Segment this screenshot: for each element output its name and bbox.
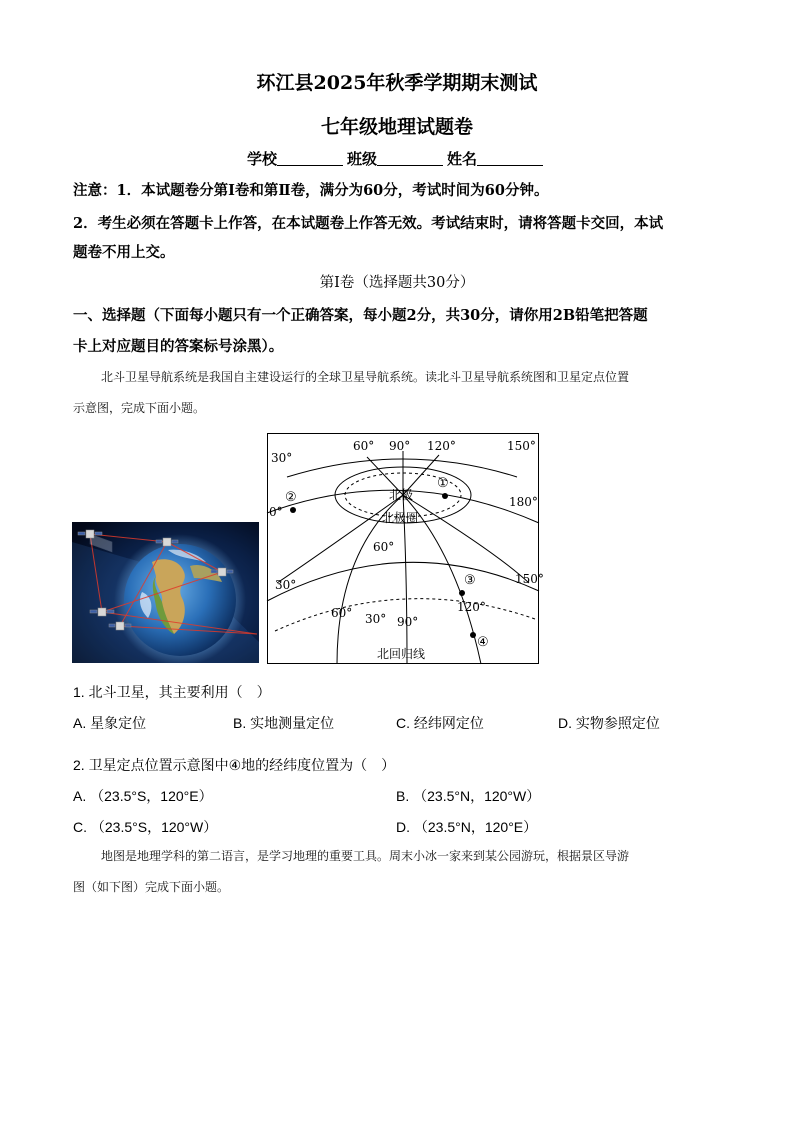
class-label: 班级 (346, 150, 377, 168)
intro2-line-b: 图（如下图）完成下面小题。 (73, 880, 230, 894)
intro1-line-b: 示意图，完成下面小题。 (73, 401, 206, 415)
q2-option-b: B. （23.5°N，120°W） (396, 788, 541, 804)
map-label-90-bottom: 90° (397, 615, 419, 629)
map-label-150-bottom: 150° (515, 572, 544, 586)
marker-2-dot (290, 507, 296, 513)
map-label-180: 180° (509, 495, 538, 509)
tropic-label: 北回归线 (377, 647, 426, 661)
beidou-satellite-image (72, 522, 259, 663)
marker-1-dot (442, 493, 448, 499)
exam-title: 环江县2025年秋季学期期末测试 (256, 72, 538, 94)
map-label-60-bottom: 60° (331, 606, 353, 620)
map-label-120-bottom: 120° (457, 600, 486, 614)
section-heading-b: 卡上对应题目的答案标号涂黑）。 (73, 338, 284, 355)
section-heading-a: 一、选择题（下面每小题只有一个正确答案，每小题2分，共30分，请你用2B铅笔把答题 (73, 307, 648, 324)
note-line-2a: 2．考生必须在答题卡上作答，在本试题卷上作答无效。考试结束时，请将答题卡交回，本试 (73, 215, 664, 232)
map-label-120: 120° (427, 439, 456, 453)
map-label-90: 90° (389, 439, 411, 453)
map-label-30-left: 30° (271, 451, 293, 465)
question-2-stem: 2. 卫星定点位置示意图中④地的经纬度位置为（ ） (73, 757, 396, 773)
map-label-30-bottom: 30° (365, 612, 387, 626)
student-info-line (0, 148, 794, 169)
question-1-stem: 1. 北斗卫星，其主要利用（ ） (73, 684, 271, 700)
q1-option-d: D. 实物参照定位 (558, 715, 660, 731)
marker-2-label: ② (285, 490, 297, 505)
q2-option-c: C. （23.5°S，120°W） (73, 819, 218, 835)
north-pole-label: 北极 (389, 488, 414, 502)
arctic-circle-label: 北极圈 (382, 511, 419, 525)
satellite-position-map (267, 433, 544, 664)
q1-option-b: B. 实地测量定位 (233, 715, 335, 731)
name-blank (477, 151, 543, 166)
school-blank (277, 151, 343, 166)
marker-4-label: ④ (477, 635, 489, 650)
name-label: 姓名 (447, 150, 478, 168)
marker-3-dot (459, 590, 465, 596)
q1-option-a: A. 星象定位 (73, 715, 147, 731)
q2-option-d: D. （23.5°N，120°E） (396, 819, 538, 835)
note-line-2b: 题卷不用上交。 (73, 244, 175, 261)
class-blank (377, 151, 443, 166)
map-label-0: 0° (269, 505, 283, 519)
marker-3-label: ③ (464, 573, 476, 588)
intro1-line-a: 北斗卫星导航系统是我国自主建设运行的全球卫星导航系统。读北斗卫星导航系统图和卫星定点位置 (101, 370, 630, 384)
school-label: 学校 (246, 150, 277, 168)
map-label-150: 150° (507, 439, 536, 453)
marker-4-dot (470, 632, 476, 638)
intro2-line-a: 地图是地理学科的第二语言，是学习地理的重要工具。周末小冰一家来到某公园游玩，根据景区导游 (101, 849, 630, 863)
map-label-60-inner: 60° (373, 540, 395, 554)
section-title: 第Ⅰ卷（选择题共30分） (319, 275, 475, 291)
map-label-30-bottom-left: 30° (275, 578, 297, 592)
exam-subtitle: 七年级地理试题卷 (320, 116, 473, 138)
q2-option-a: A. （23.5°S，120°E） (73, 788, 213, 804)
marker-1-label: ① (437, 476, 449, 491)
q1-option-c: C. 经纬网定位 (396, 715, 484, 731)
map-label-60: 60° (353, 439, 375, 453)
note-line-1: 注意：1．本试题卷分第Ⅰ卷和第Ⅱ卷，满分为60分，考试时间为60分钟。 (73, 182, 549, 199)
